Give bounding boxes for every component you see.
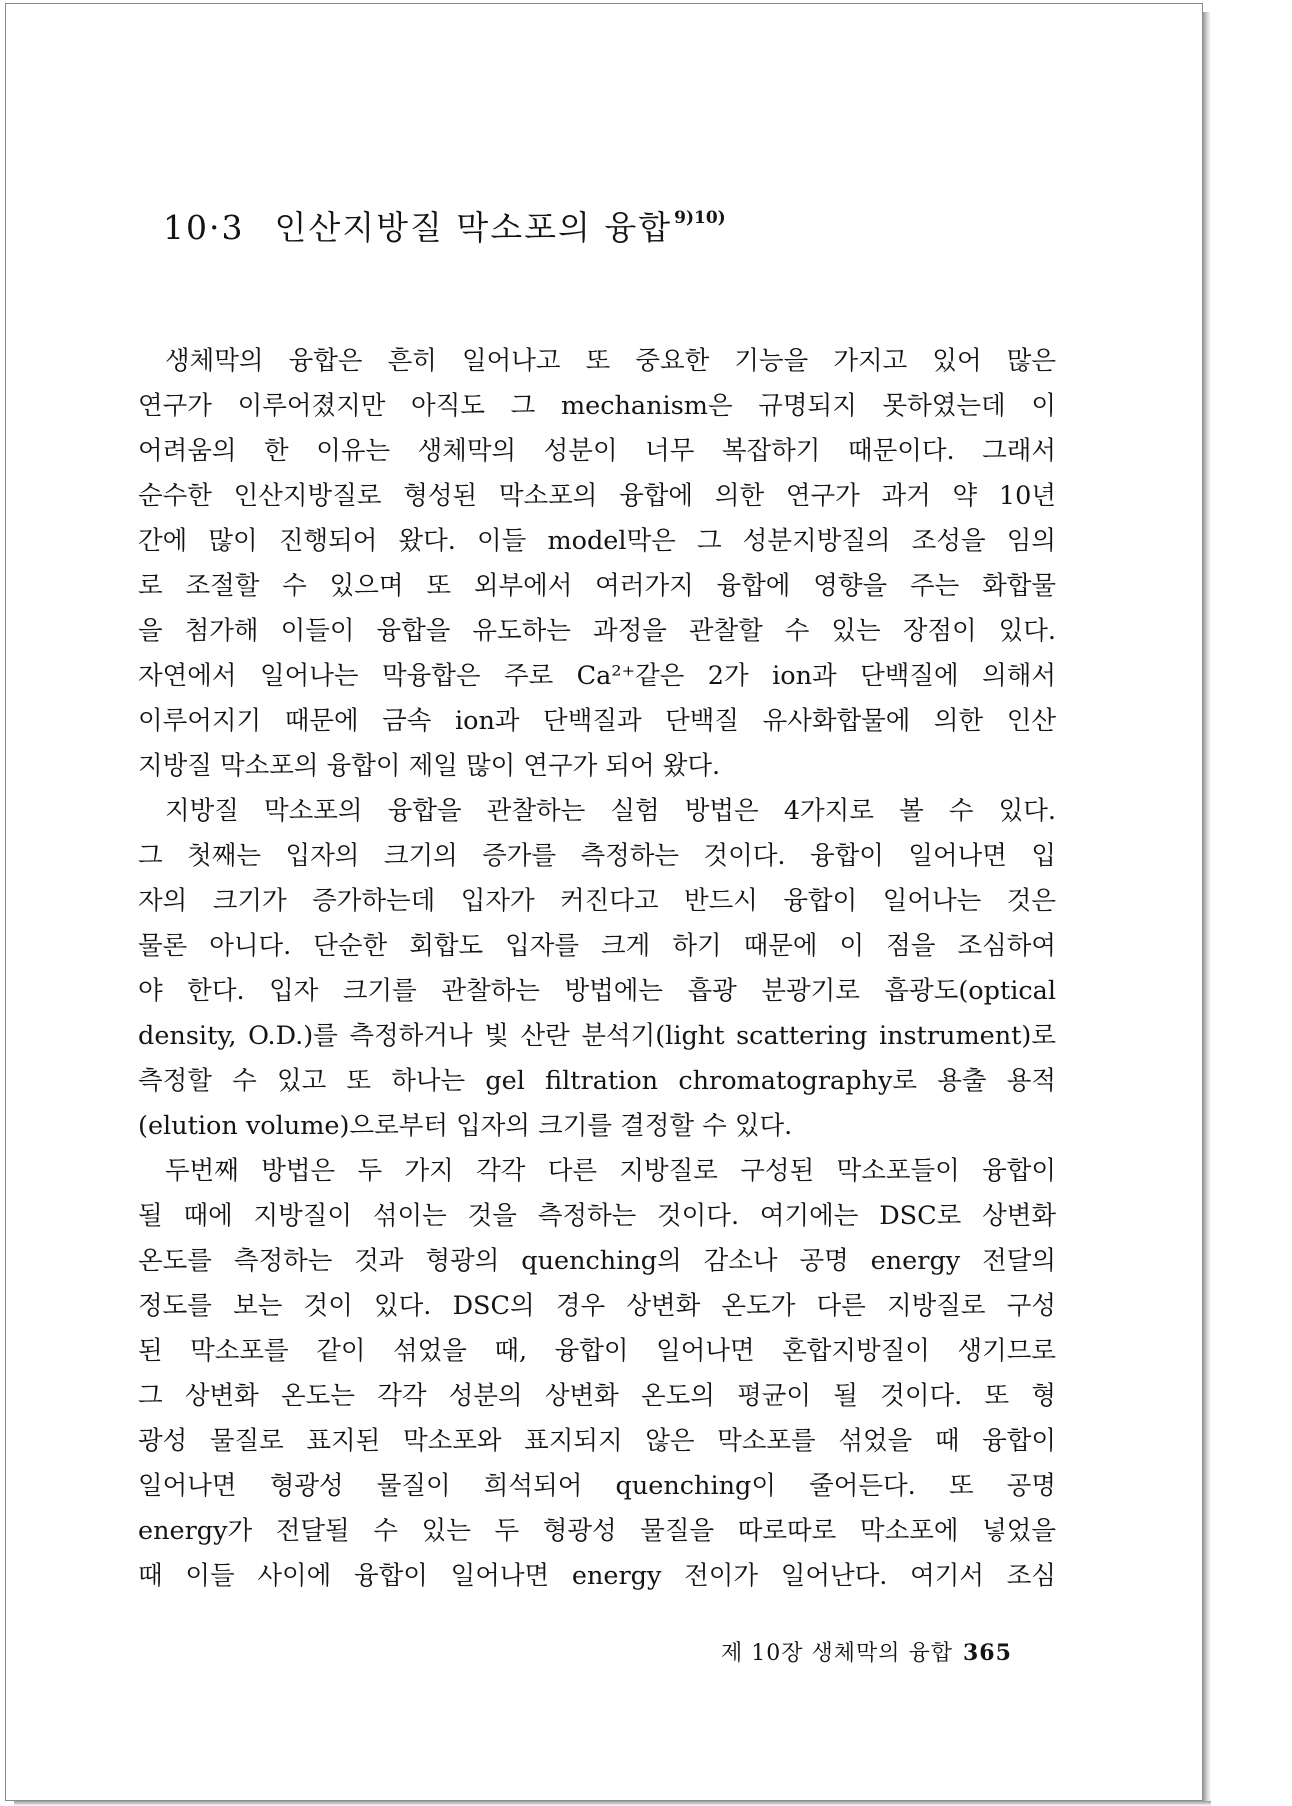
text-line: (elution volume)으로부터 입자의 크기를 결정할 수 있다.: [138, 1111, 793, 1141]
text-line: 자연에서 일어나는 막융합은 주로 Ca²⁺같은 2가 ion과 단백질에 의해서: [138, 661, 1056, 691]
text-line: 어려움의 한 이유는 생체막의 성분이 너무 복잡하기 때문이다. 그래서: [138, 436, 1056, 466]
reference-superscript: 9)10): [674, 208, 726, 228]
text-line: 지방질 막소포의 융합이 제일 많이 연구가 되어 왔다.: [138, 751, 721, 781]
text-line: 된 막소포를 같이 섞었을 때, 융합이 일어나면 혼합지방질이 생기므로: [138, 1336, 1056, 1366]
text-line: 지방질 막소포의 융합을 관찰하는 실험 방법은 4가지로 볼 수 있다.: [165, 796, 1056, 826]
running-footer: [721, 1636, 1012, 1667]
page-number: 365: [963, 1640, 1012, 1666]
page-bottom-shadow: [14, 1801, 1211, 1806]
text-line: 때 이들 사이에 융합이 일어나면 energy 전이가 일어난다. 여기서 조심: [138, 1561, 1056, 1591]
text-line: 이루어지기 때문에 금속 ion과 단백질과 단백질 유사화합물에 의한 인산: [138, 706, 1056, 736]
section-number: 10·3: [163, 208, 245, 247]
text-line: 순수한 인산지방질로 형성된 막소포의 융합에 의한 연구가 과거 약 10년: [138, 481, 1056, 511]
section-heading: [163, 202, 726, 249]
text-line: 온도를 측정하는 것과 형광의 quenching의 감소나 공명 energy 전달의: [138, 1246, 1056, 1276]
text-line: energy가 전달될 수 있는 두 형광성 물질을 따로따로 막소포에 넣었을: [138, 1516, 1056, 1546]
section-title: 인산지방질 막소포의 융합: [274, 208, 673, 247]
book-page: [5, 3, 1203, 1801]
text-line: 그 상변화 온도는 각각 성분의 상변화 온도의 평균이 될 것이다. 또 형: [138, 1381, 1056, 1411]
text-line: 될 때에 지방질이 섞이는 것을 측정하는 것이다. 여기에는 DSC로 상변화: [138, 1201, 1056, 1231]
text-line: 광성 물질로 표지된 막소포와 표지되지 않은 막소포를 섞었을 때 융합이: [138, 1426, 1056, 1456]
text-line: 측정할 수 있고 또 하나는 gel filtration chromatography로 용출 용적: [138, 1066, 1056, 1096]
text-line: 로 조절할 수 있으며 또 외부에서 여러가지 융합에 영향을 주는 화합물: [138, 571, 1056, 601]
text-line: 물론 아니다. 단순한 회합도 입자를 크게 하기 때문에 이 점을 조심하여: [138, 931, 1056, 961]
text-line: density, O.D.)를 측정하거나 빛 산란 분석기(light scattering instrument)로: [138, 1021, 1056, 1051]
text-line: 정도를 보는 것이 있다. DSC의 경우 상변화 온도가 다른 지방질로 구성: [138, 1291, 1056, 1321]
text-line: 일어나면 형광성 물질이 희석되어 quenching이 줄어든다. 또 공명: [138, 1471, 1056, 1501]
text-line: 야 한다. 입자 크기를 관찰하는 방법에는 흡광 분광기로 흡광도(optical: [138, 976, 1056, 1006]
text-line: 자의 크기가 증가하는데 입자가 커진다고 반드시 융합이 일어나는 것은: [138, 886, 1056, 916]
text-line: 연구가 이루어졌지만 아직도 그 mechanism은 규명되지 못하였는데 이: [138, 391, 1056, 421]
text-line: 그 첫째는 입자의 크기의 증가를 측정하는 것이다. 융합이 일어나면 입: [138, 841, 1056, 871]
body-text: [138, 339, 1056, 1599]
chapter-title: 제 10장 생체막의 융합: [721, 1641, 953, 1666]
text-line: 두번째 방법은 두 가지 각각 다른 지방질로 구성된 막소포들이 융합이: [165, 1156, 1056, 1186]
text-line: 간에 많이 진행되어 왔다. 이들 model막은 그 성분지방질의 조성을 임의: [138, 526, 1056, 556]
page-edge-shadow: [1203, 12, 1211, 1804]
text-line: 생체막의 융합은 흔히 일어나고 또 중요한 기능을 가지고 있어 많은: [165, 346, 1056, 376]
text-line: 을 첨가해 이들이 융합을 유도하는 과정을 관찰할 수 있는 장점이 있다.: [138, 616, 1056, 646]
